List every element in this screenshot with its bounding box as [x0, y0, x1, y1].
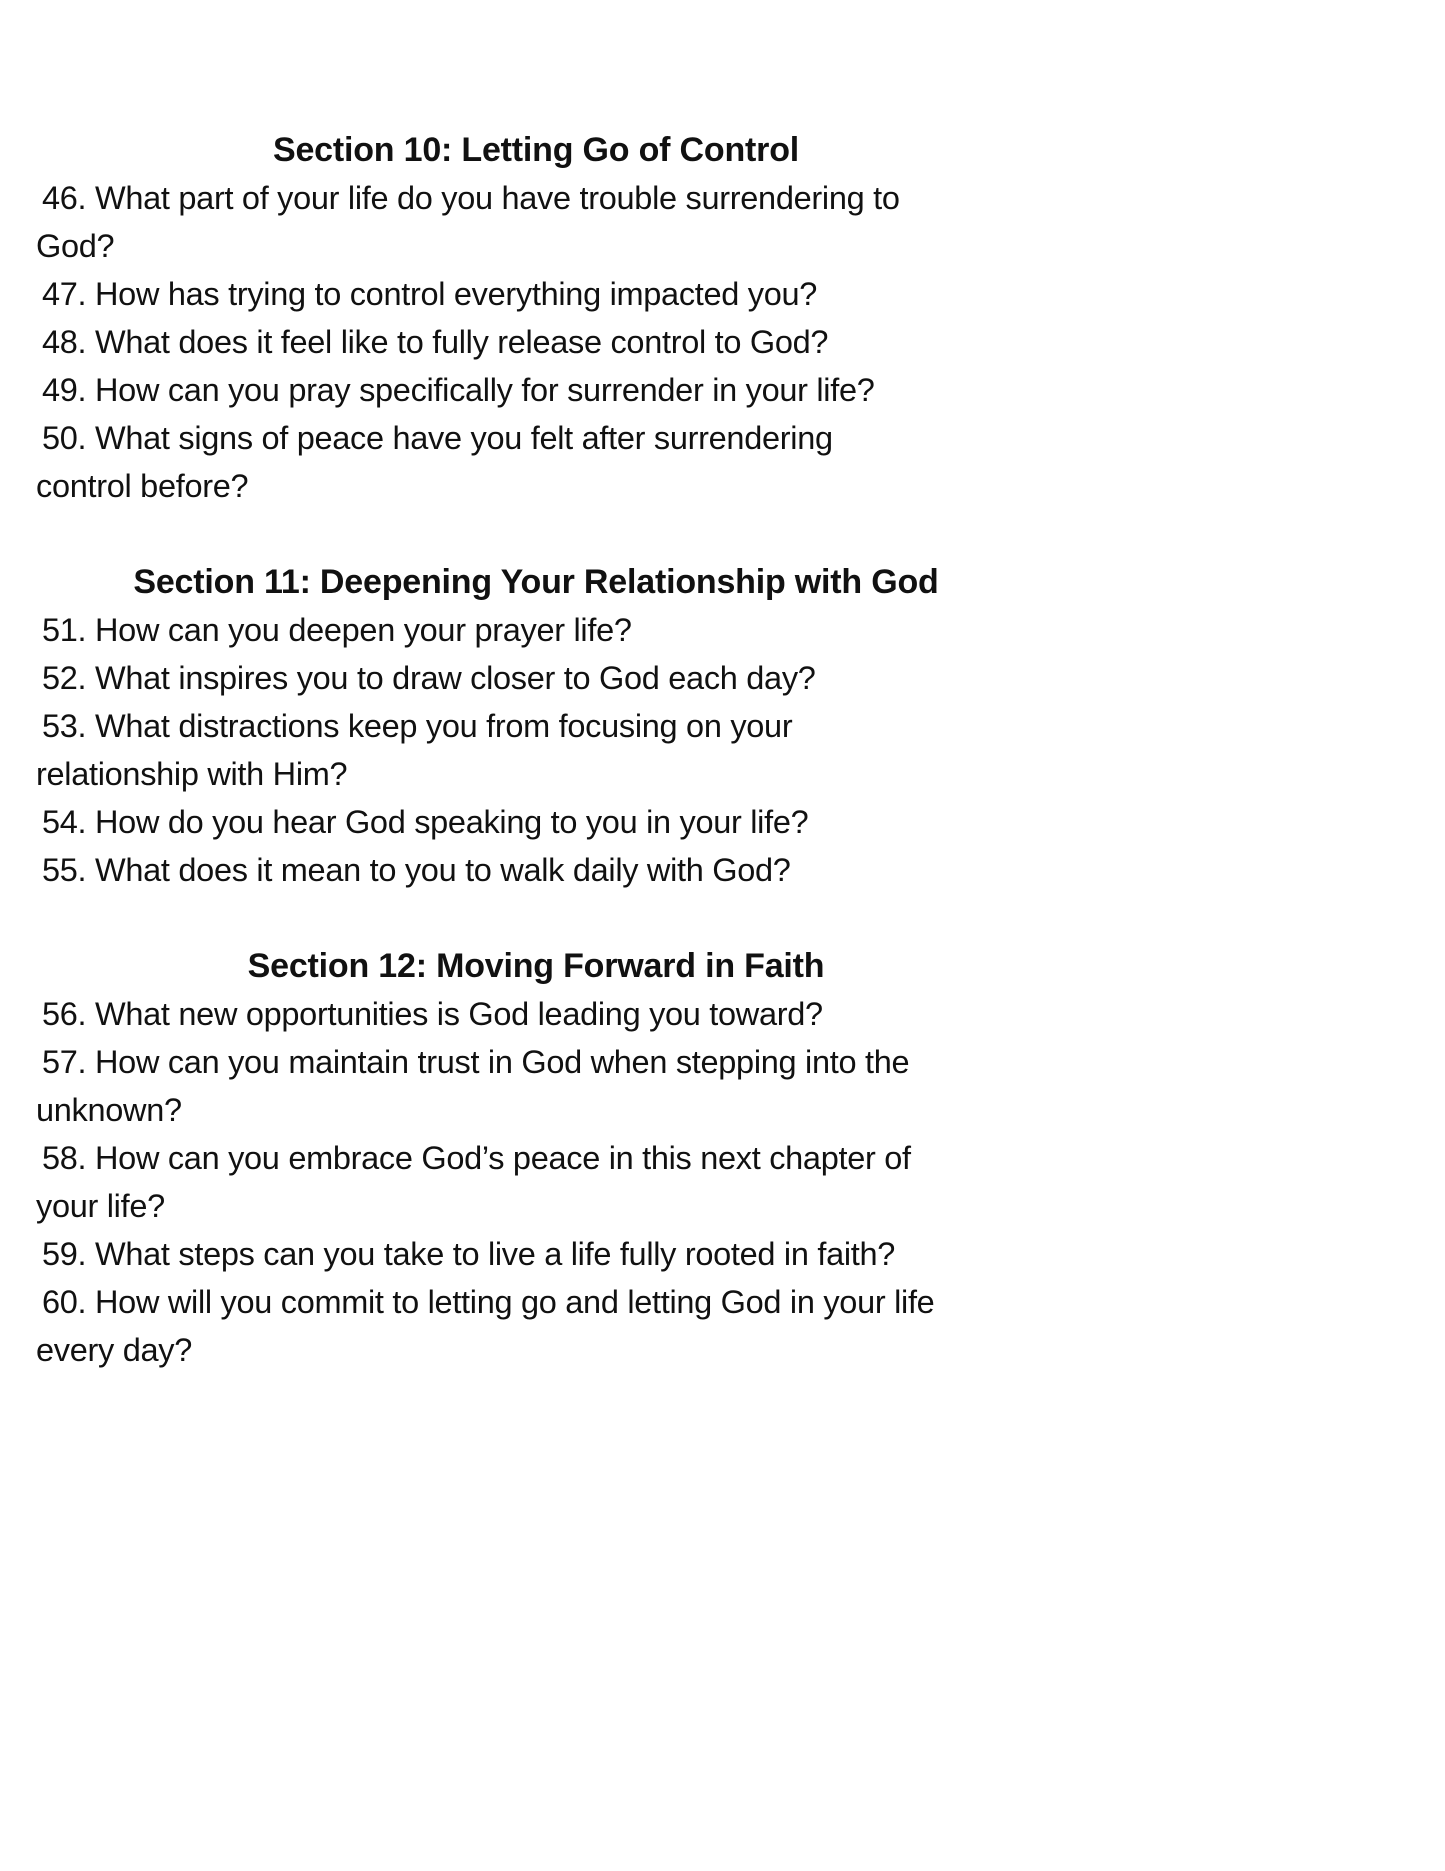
question-line: 48. What does it feel like to fully release control to God? — [42, 324, 829, 360]
question-line-continued: God? — [36, 228, 115, 264]
question-line: 59. What steps can you take to live a life fully rooted in faith? — [42, 1236, 896, 1272]
question-line: 56. What new opportunities is God leading you toward? — [42, 996, 823, 1032]
question-line: 55. What does it mean to you to walk daily with God? — [42, 852, 791, 888]
section-12 — [36, 942, 1036, 1374]
question-line: 46. What part of your life do you have trouble surrendering to — [42, 180, 900, 216]
question-50 — [36, 414, 1036, 510]
question-line: 51. How can you deepen your prayer life? — [42, 612, 632, 648]
question-line: 60. How will you commit to letting go and letting God in your life — [42, 1284, 935, 1320]
section-10 — [36, 126, 1036, 510]
question-51 — [36, 606, 1036, 654]
question-line-continued: relationship with Him? — [36, 756, 348, 792]
question-54 — [36, 798, 1036, 846]
question-57 — [36, 1038, 1036, 1134]
question-column — [36, 126, 1036, 1374]
question-60 — [36, 1278, 1036, 1374]
question-line: 47. How has trying to control everything impacted you? — [42, 276, 818, 312]
question-line: 49. How can you pray specifically for surrender in your life? — [42, 372, 875, 408]
question-59 — [36, 1230, 1036, 1278]
question-47 — [36, 270, 1036, 318]
question-line: 54. How do you hear God speaking to you in your life? — [42, 804, 809, 840]
question-list — [36, 990, 1036, 1374]
question-48 — [36, 318, 1036, 366]
question-49 — [36, 366, 1036, 414]
question-line: 58. How can you embrace God’s peace in this next chapter of — [42, 1140, 911, 1176]
question-line: 53. What distractions keep you from focusing on your — [42, 708, 793, 744]
question-line: 50. What signs of peace have you felt after surrendering — [42, 420, 833, 456]
section-title: Section 11: Deepening Your Relationship with God — [133, 563, 939, 601]
section-title: Section 10: Letting Go of Control — [272, 131, 800, 169]
question-line: 57. How can you maintain trust in God when stepping into the — [42, 1044, 910, 1080]
section-title: Section 12: Moving Forward in Faith — [247, 947, 825, 985]
question-list — [36, 606, 1036, 894]
question-line: 52. What inspires you to draw closer to God each day? — [42, 660, 816, 696]
question-list — [36, 174, 1036, 510]
question-line-continued: control before? — [36, 468, 249, 504]
question-52 — [36, 654, 1036, 702]
question-line-continued: unknown? — [36, 1092, 182, 1128]
question-55 — [36, 846, 1036, 894]
question-line-continued: your life? — [36, 1188, 165, 1224]
section-11 — [36, 558, 1036, 894]
question-line-continued: every day? — [36, 1332, 192, 1368]
question-56 — [36, 990, 1036, 1038]
question-58 — [36, 1134, 1036, 1230]
question-53 — [36, 702, 1036, 798]
question-46 — [36, 174, 1036, 270]
